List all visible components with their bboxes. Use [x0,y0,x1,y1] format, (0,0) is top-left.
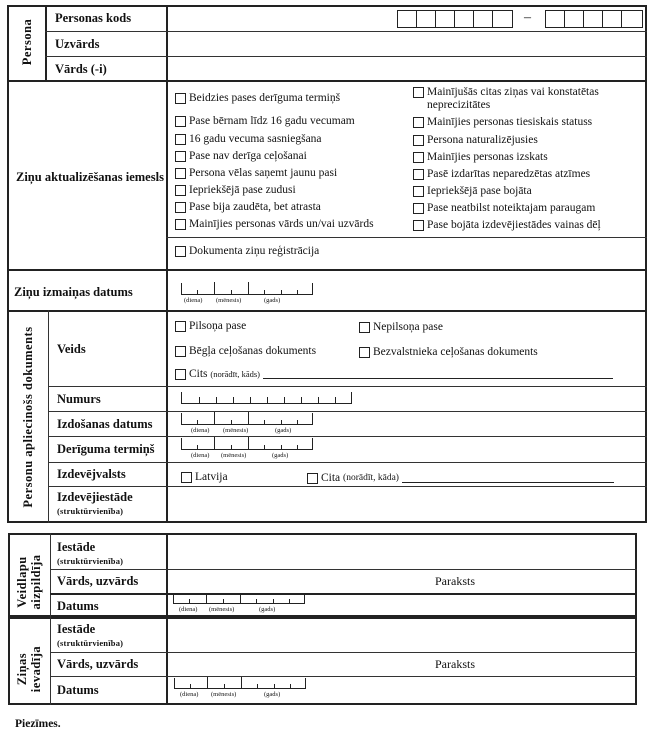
label-document-number: Numurs [57,392,101,406]
divider [7,269,647,271]
entry-date-input[interactable] [174,678,306,698]
reason-checkbox-previous-damaged[interactable]: Iepriekšējā pase bojāta [413,185,532,198]
document-number-input[interactable] [181,392,352,404]
caption-day: (diena) [184,297,203,304]
reason-checkbox-child-under-16[interactable]: Pase bērnam līdz 16 gadu vecumam [175,115,355,128]
checkbox[interactable] [175,93,186,104]
caption-year: (gads) [272,452,289,459]
divider [48,386,647,387]
caption-day: (diena) [180,691,199,698]
checkbox[interactable] [175,151,186,162]
divider [45,5,47,80]
caption-year: (gads) [264,691,281,698]
reason-checkbox-nonconforming[interactable]: Pase neatbilst noteiktajam paraugam [413,202,595,215]
label-update-reason: Ziņu aktualizēšanas iemesls [16,170,164,184]
divider [166,237,647,238]
checkbox[interactable] [175,321,186,332]
reason-checkbox-name-changed[interactable]: Mainījies personas vārds un/vai uzvārds [175,218,374,231]
divider [48,436,647,437]
checkbox[interactable] [175,116,186,127]
reason-checkbox-naturalized[interactable]: Persona naturalizējusies [413,134,538,147]
personal-code-part2-input[interactable] [545,10,643,28]
doc-type-checkbox-citizen-passport[interactable]: Pilsoņa pase [175,320,246,333]
checkbox[interactable] [413,169,424,180]
reason-checkbox-other-info-changed[interactable]: Mainījušās citas ziņas vai konstatētas neprecizitātes [413,86,599,112]
checkbox[interactable] [181,472,192,483]
personal-code-part1-input[interactable] [397,10,513,28]
section-title-persona: Persona [20,18,34,66]
label-document-type: Veids [57,342,86,356]
checkbox[interactable] [175,168,186,179]
filler-date-input[interactable] [173,594,305,613]
checkbox[interactable] [307,473,318,484]
checkbox[interactable] [175,369,186,380]
doc-type-checkbox-refugee[interactable]: Bēgļa ceļošanas dokuments [175,345,316,358]
reason-checkbox-reaching-16[interactable]: 16 gadu vecuma sasniegšana [175,133,322,146]
label-filler-date: Datums [57,599,99,613]
section-title-form-filler: Veidlapu aizpildīja [15,554,43,610]
entry-name-input[interactable] [168,653,428,675]
doc-type-checkbox-stateless[interactable]: Bezvalstnieka ceļošanas dokuments [359,346,538,359]
doc-type-checkbox-noncitizen-passport[interactable]: Nepilsoņa pase [359,321,443,334]
filler-name-input[interactable] [168,570,428,592]
checkbox[interactable] [175,202,186,213]
filler-institution-input[interactable] [168,535,636,568]
entry-signature-label: Paraksts [435,657,475,671]
divider [50,593,637,595]
label-issuing-authority: Izdevējiestāde (struktūrvienība) [57,490,133,516]
reason-checkbox-expired[interactable]: Beidzies pases derīguma termiņš [175,92,340,105]
caption-day: (diena) [191,427,210,434]
divider [50,617,51,705]
caption-month: (mēnesis) [221,452,247,459]
surname-input[interactable] [168,32,646,55]
checkbox[interactable] [359,347,370,358]
issuing-country-checkbox-other[interactable]: Cita (norādīt, kāda) [307,472,614,485]
checkbox[interactable] [413,203,424,214]
reason-checkbox-document-registration[interactable]: Dokumenta ziņu reģistrācija [175,245,319,258]
reason-checkbox-unexpected-marks[interactable]: Pasē izdarītas neparedzētas atzīmes [413,168,590,181]
checkbox[interactable] [413,152,424,163]
label-filler-institution: Iestāde (struktūrvienība) [57,540,124,566]
checkbox[interactable] [413,135,424,146]
divider [7,80,647,82]
label-personal-code: Personas kods [55,11,132,25]
caption-month: (mēnesis) [216,297,242,304]
checkbox[interactable] [175,219,186,230]
divider [48,462,647,463]
divider [48,310,49,523]
reason-checkbox-wants-new[interactable]: Persona vēlas saņemt jaunu pasi [175,167,337,180]
checkbox[interactable] [359,322,370,333]
label-entry-name: Vārds, uzvārds [57,657,139,671]
notes-label: Piezīmes. [15,718,61,730]
caption-day: (diena) [191,452,210,459]
label-first-name: Vārds (-i) [55,62,107,76]
issuing-country-checkbox-latvia[interactable]: Latvija [181,471,228,484]
caption-month: (mēnesis) [209,606,235,613]
doc-type-checkbox-other[interactable]: Cits (norādīt, kāds) [175,368,613,381]
label-entry-date: Datums [57,683,99,697]
divider [50,533,51,617]
entry-institution-input[interactable] [168,619,636,651]
reason-checkbox-lost-found[interactable]: Pase bija zaudēta, bet atrasta [175,201,321,214]
filler-signature-label: Paraksts [435,574,475,588]
divider [50,676,637,677]
reason-checkbox-legal-status[interactable]: Mainījies personas tiesiskais statuss [413,116,592,129]
doc-type-other-input[interactable] [263,368,613,379]
expiry-date-input[interactable] [181,438,313,459]
reason-checkbox-previous-lost[interactable]: Iepriekšējā pase zudusi [175,184,296,197]
checkbox[interactable] [175,346,186,357]
checkbox[interactable] [175,185,186,196]
entry-signature-input[interactable] [490,653,636,675]
checkbox[interactable] [413,117,424,128]
caption-year: (gads) [264,297,281,304]
section-title-data-entry: Ziņas ievadīja [15,645,43,693]
checkbox[interactable] [413,220,424,231]
label-entry-institution: Iestāde (struktūrvienība) [57,622,124,648]
section-title-identity-document: Personu apliecinošs dokuments [21,326,35,508]
caption-year: (gads) [275,427,292,434]
caption-month: (mēnesis) [211,691,237,698]
label-issue-date: Izdošanas datums [57,417,153,431]
checkbox[interactable] [413,186,424,197]
checkbox[interactable] [413,87,424,98]
change-date-input[interactable] [181,283,313,304]
label-surname: Uzvārds [55,37,100,51]
label-change-date: Ziņu izmaiņas datums [14,285,133,299]
first-name-input[interactable] [168,57,646,79]
caption-day: (diena) [179,606,198,613]
issue-date-input[interactable] [181,413,313,434]
divider [7,310,647,312]
issuing-country-other-input[interactable] [402,472,614,483]
label-expiry-date: Derīguma termiņš [57,442,155,456]
checkbox[interactable] [175,246,186,257]
reason-checkbox-authority-fault[interactable]: Pase bojāta izdevējiestādes vainas dēļ [413,219,601,232]
caption-year: (gads) [259,606,276,613]
personal-code-separator: – [524,10,531,25]
reason-checkbox-not-valid-travel[interactable]: Pase nav derīga ceļošanai [175,150,307,163]
reason-checkbox-appearance-changed[interactable]: Mainījies personas izskats [413,151,548,164]
checkbox[interactable] [175,134,186,145]
divider [48,411,647,412]
label-issuing-country: Izdevējvalsts [57,467,126,481]
divider [166,5,168,523]
label-filler-name: Vārds, uzvārds [57,574,139,588]
caption-month: (mēnesis) [223,427,249,434]
filler-signature-input[interactable] [490,570,636,592]
issuing-authority-input[interactable] [168,487,646,522]
